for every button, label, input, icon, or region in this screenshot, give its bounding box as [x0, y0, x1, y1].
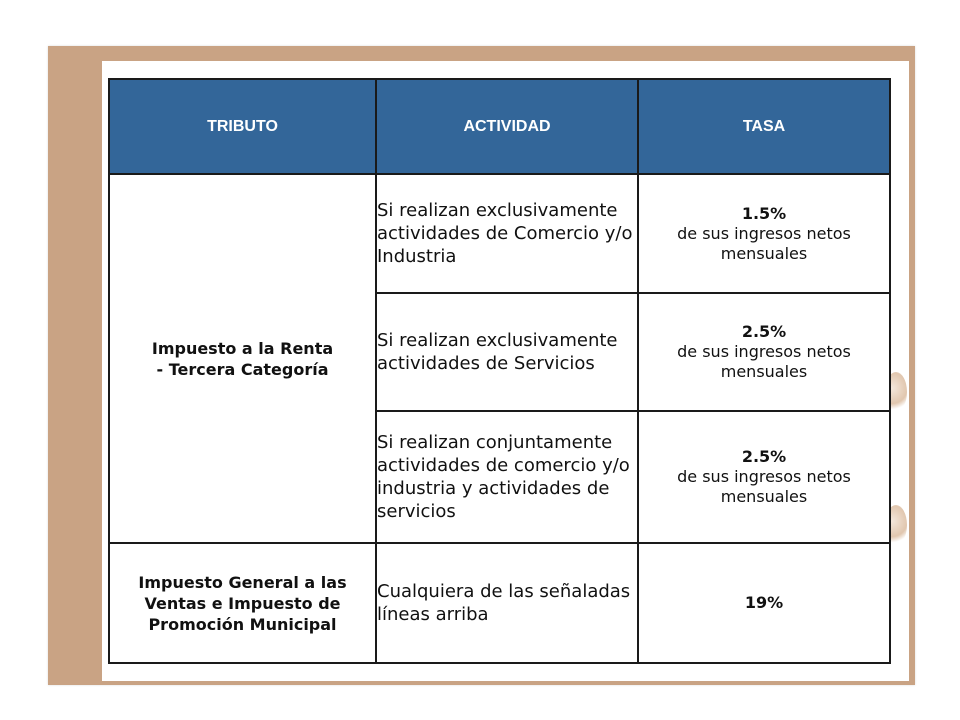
header-actividad: ACTIVIDAD — [376, 79, 638, 174]
header-tributo: TRIBUTO — [109, 79, 376, 174]
tasa-rate: 2.5% — [741, 322, 787, 341]
tasa-rate: 19% — [744, 593, 784, 612]
tributo-cell: Impuesto General a las Ventas e Impuesto de Promoción Municipal — [109, 543, 376, 663]
tax-table — [108, 78, 891, 664]
tasa-description: de sus ingresos netos mensuales — [677, 342, 851, 381]
tributo-cell — [109, 174, 376, 543]
table-header-row — [109, 79, 890, 174]
tasa-rate: 1.5% — [741, 203, 787, 223]
tasa-cell — [638, 543, 890, 663]
tributo-renta-label: Impuesto a la Renta - Tercera Categoría — [151, 338, 334, 379]
actividad-cell: Cualquiera de las señaladas líneas arriba — [376, 543, 638, 663]
table-row — [109, 543, 890, 663]
header-tasa: TASA — [638, 79, 890, 174]
tasa-rate: 2.5% — [741, 447, 787, 466]
table-row — [109, 174, 890, 293]
tasa-cell — [638, 411, 890, 543]
actividad-cell: Si realizan exclusivamente actividades de Comercio y/o Industria — [376, 174, 638, 293]
actividad-cell: Si realizan conjuntamente actividades de comercio y/o industria y actividades de servicios — [376, 411, 638, 543]
tasa-description: de sus ingresos netos mensuales — [677, 223, 851, 263]
tasa-cell — [638, 293, 890, 411]
tasa-description: de sus ingresos netos mensuales — [677, 467, 851, 506]
actividad-cell: Si realizan exclusivamente actividades de Servicios — [376, 293, 638, 411]
tasa-cell — [638, 174, 890, 293]
